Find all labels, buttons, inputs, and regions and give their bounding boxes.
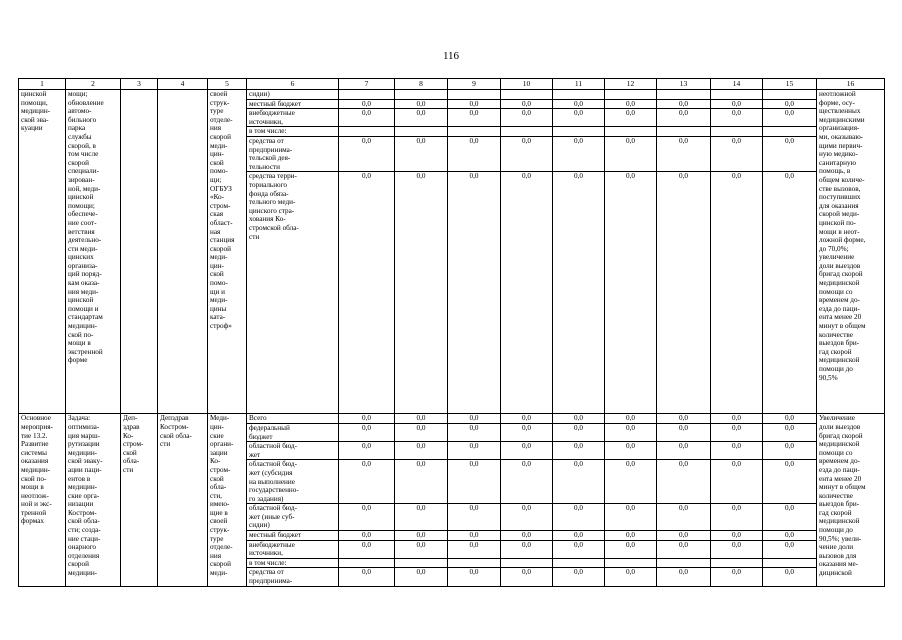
value-cell: 0,0	[763, 136, 817, 171]
value-cell: 0,0	[501, 568, 553, 586]
value-cell: 0,0	[339, 531, 395, 541]
value-cell: 0,0	[657, 531, 711, 541]
value-cell	[501, 90, 553, 100]
value-cell	[501, 558, 553, 568]
value-cell: 0,0	[448, 423, 501, 441]
header-cell-14: 14	[711, 79, 763, 90]
value-cell	[605, 558, 657, 568]
value-cell: 0,0	[395, 442, 448, 460]
value-cell: 0,0	[657, 423, 711, 441]
value-cell: 0,0	[501, 414, 553, 424]
value-cell: 0,0	[763, 568, 817, 586]
value-cell	[711, 90, 763, 100]
block2-col1: Основное мероприя- тие 13.2. Развитие системы оказания медицин- ской по- мощи в неотлож- ной и экс- тренной формах	[19, 414, 66, 586]
value-cell	[657, 90, 711, 100]
value-cell: 0,0	[339, 504, 395, 531]
funding-source-cell: областной бюд- жет	[247, 442, 339, 460]
value-cell: 0,0	[395, 109, 448, 127]
funding-source-cell: средства от предпринима- тельской дея- тельности	[247, 136, 339, 171]
value-cell: 0,0	[448, 172, 501, 414]
value-cell	[339, 127, 395, 137]
value-cell: 0,0	[339, 99, 395, 109]
block1-col5: своей струк- туре отделе- ния скорой меди- цин- ской помо- щи; ОГБУЗ «Ко- стром- ская област- ная станция скорой меди- цин- ской помо- щи и меди- цины ката- строф»	[208, 90, 247, 414]
header-cell-4: 4	[158, 79, 208, 90]
value-cell: 0,0	[553, 460, 605, 504]
value-cell: 0,0	[657, 136, 711, 171]
block1-row	[19, 90, 885, 100]
value-cell: 0,0	[448, 504, 501, 531]
value-cell: 0,0	[605, 568, 657, 586]
header-cell-3: 3	[121, 79, 158, 90]
value-cell	[395, 558, 448, 568]
value-cell	[339, 90, 395, 100]
budget-table	[18, 78, 885, 587]
block1-col3	[121, 90, 158, 414]
value-cell: 0,0	[657, 568, 711, 586]
funding-source-cell: областной бюд- жет (субсидия на выполнение государственно- го задания)	[247, 460, 339, 504]
value-cell: 0,0	[605, 99, 657, 109]
header-cell-16: 16	[817, 79, 885, 90]
value-cell	[711, 558, 763, 568]
value-cell: 0,0	[501, 423, 553, 441]
funding-source-cell: средства терри- ториального фонда обяза- тельного меди- цинского стра- хования Ко- стромской обла- сти	[247, 172, 339, 414]
value-cell: 0,0	[339, 568, 395, 586]
funding-source-cell: в том числе:	[247, 127, 339, 137]
value-cell: 0,0	[448, 568, 501, 586]
page-number: 116	[442, 50, 460, 62]
value-cell: 0,0	[605, 504, 657, 531]
block2-col2: Задача: оптимиза- ция марш- рутизации медицин- ской эваку- ации паци- ентов в медицин- ские орга- низации Костром- ской обла- сти; созда- ние стаци- онарного отделения скорой медицин-	[66, 414, 121, 586]
value-cell	[448, 558, 501, 568]
value-cell: 0,0	[448, 109, 501, 127]
value-cell: 0,0	[395, 531, 448, 541]
value-cell: 0,0	[711, 568, 763, 586]
value-cell: 0,0	[605, 109, 657, 127]
value-cell: 0,0	[605, 414, 657, 424]
block2-col16: Увеличение доли выездов бригад скорой медицинской помощи со временем до- езда до паци- ента менее 20 минут в общем количестве выездов бри- гад скорой медицинской помощи до 90,5%; увели- чение доли вызовов для оказания ме- дицинской	[817, 414, 885, 586]
value-cell: 0,0	[763, 540, 817, 558]
header-cell-10: 10	[501, 79, 553, 90]
value-cell: 0,0	[395, 460, 448, 504]
header-row	[19, 79, 885, 90]
value-cell	[339, 558, 395, 568]
value-cell: 0,0	[448, 442, 501, 460]
value-cell: 0,0	[448, 99, 501, 109]
funding-source-cell: в том числе:	[247, 558, 339, 568]
value-cell: 0,0	[448, 460, 501, 504]
value-cell: 0,0	[711, 172, 763, 414]
value-cell: 0,0	[605, 540, 657, 558]
value-cell: 0,0	[711, 531, 763, 541]
value-cell	[395, 90, 448, 100]
funding-source-cell: Всего	[247, 414, 339, 424]
value-cell: 0,0	[395, 414, 448, 424]
funding-source-cell: федеральный бюджет	[247, 423, 339, 441]
block2-col5: Меди- цин- ские органи- зации Ко- стром- ской обла- сти, имею- щие в своей струк- туре отделе- ния скорой меди-	[208, 414, 247, 586]
value-cell: 0,0	[605, 531, 657, 541]
value-cell: 0,0	[657, 504, 711, 531]
funding-source-cell: местный бюджет	[247, 99, 339, 109]
header-cell-8: 8	[395, 79, 448, 90]
value-cell: 0,0	[339, 540, 395, 558]
value-cell: 0,0	[657, 540, 711, 558]
value-cell: 0,0	[553, 136, 605, 171]
value-cell: 0,0	[395, 504, 448, 531]
funding-source-cell: областной бюд- жет (иные суб- сидии)	[247, 504, 339, 531]
header-cell-13: 13	[657, 79, 711, 90]
value-cell: 0,0	[553, 531, 605, 541]
value-cell: 0,0	[553, 414, 605, 424]
value-cell	[605, 90, 657, 100]
value-cell	[553, 90, 605, 100]
funding-source-cell: внебюджетные источники,	[247, 540, 339, 558]
header-cell-11: 11	[553, 79, 605, 90]
value-cell: 0,0	[448, 531, 501, 541]
value-cell: 0,0	[339, 414, 395, 424]
value-cell: 0,0	[339, 136, 395, 171]
value-cell: 0,0	[763, 423, 817, 441]
value-cell: 0,0	[553, 99, 605, 109]
header-cell-2: 2	[66, 79, 121, 90]
value-cell: 0,0	[763, 531, 817, 541]
value-cell: 0,0	[339, 172, 395, 414]
value-cell: 0,0	[605, 172, 657, 414]
value-cell: 0,0	[339, 442, 395, 460]
header-cell-15: 15	[763, 79, 817, 90]
value-cell: 0,0	[605, 442, 657, 460]
header-cell-1: 1	[19, 79, 66, 90]
value-cell	[553, 127, 605, 137]
value-cell: 0,0	[395, 568, 448, 586]
block2-row	[19, 414, 885, 424]
value-cell	[605, 127, 657, 137]
value-cell: 0,0	[448, 414, 501, 424]
block2-col3: Деп- здрав Ко- стром- ской обла- сти	[121, 414, 158, 586]
value-cell: 0,0	[763, 99, 817, 109]
value-cell	[763, 558, 817, 568]
value-cell: 0,0	[553, 172, 605, 414]
value-cell: 0,0	[448, 540, 501, 558]
value-cell	[448, 90, 501, 100]
value-cell: 0,0	[657, 99, 711, 109]
funding-source-cell: средства от предпринима-	[247, 568, 339, 586]
value-cell: 0,0	[711, 460, 763, 504]
value-cell: 0,0	[553, 109, 605, 127]
value-cell: 0,0	[711, 414, 763, 424]
value-cell: 0,0	[763, 442, 817, 460]
value-cell: 0,0	[657, 109, 711, 127]
funding-source-cell: местный бюджет	[247, 531, 339, 541]
value-cell: 0,0	[501, 504, 553, 531]
value-cell: 0,0	[711, 504, 763, 531]
value-cell	[657, 558, 711, 568]
value-cell	[711, 127, 763, 137]
value-cell: 0,0	[763, 109, 817, 127]
value-cell: 0,0	[501, 172, 553, 414]
value-cell	[448, 127, 501, 137]
value-cell: 0,0	[395, 172, 448, 414]
header-cell-12: 12	[605, 79, 657, 90]
value-cell: 0,0	[763, 172, 817, 414]
funding-source-cell: сидии)	[247, 90, 339, 100]
value-cell	[501, 127, 553, 137]
value-cell: 0,0	[395, 540, 448, 558]
value-cell: 0,0	[711, 540, 763, 558]
value-cell: 0,0	[657, 172, 711, 414]
value-cell: 0,0	[553, 568, 605, 586]
value-cell: 0,0	[657, 442, 711, 460]
value-cell: 0,0	[605, 423, 657, 441]
value-cell: 0,0	[339, 109, 395, 127]
header-cell-9: 9	[448, 79, 501, 90]
header-cell-5: 5	[208, 79, 247, 90]
header-cell-7: 7	[339, 79, 395, 90]
value-cell: 0,0	[711, 423, 763, 441]
value-cell: 0,0	[553, 442, 605, 460]
value-cell	[553, 558, 605, 568]
block1-col2: мощи; обновление автомо- бильного парка службы скорой, в том числе скорой специали- зирован- ной, меди- цинской помощи; обеспече- ние соот- ветствия деятельно- сти меди- цинских организа- ций поряд- кам оказа- ния меди- цинской помощи и стандартам медицин- ской по- мощи в экстренной форме	[66, 90, 121, 414]
value-cell: 0,0	[501, 540, 553, 558]
block1-col4	[158, 90, 208, 414]
value-cell: 0,0	[553, 504, 605, 531]
value-cell: 0,0	[501, 531, 553, 541]
value-cell	[395, 127, 448, 137]
value-cell: 0,0	[395, 136, 448, 171]
value-cell: 0,0	[657, 460, 711, 504]
header-cell-6: 6	[247, 79, 339, 90]
value-cell	[763, 127, 817, 137]
value-cell: 0,0	[605, 460, 657, 504]
value-cell: 0,0	[763, 460, 817, 504]
value-cell: 0,0	[501, 460, 553, 504]
value-cell: 0,0	[553, 423, 605, 441]
value-cell: 0,0	[711, 442, 763, 460]
block2-col4: Депздрав Костром- ской обла- сти	[158, 414, 208, 586]
value-cell: 0,0	[711, 109, 763, 127]
value-cell: 0,0	[339, 460, 395, 504]
value-cell: 0,0	[711, 99, 763, 109]
value-cell	[657, 127, 711, 137]
value-cell: 0,0	[711, 136, 763, 171]
block1-col1: цинской помощи, медицин- ской эва- куации	[19, 90, 66, 414]
value-cell: 0,0	[501, 136, 553, 171]
block1-col16: неотложной форме, осу- ществленных медицинскими организация- ми, оказываю- щими первич- ную медико- санитарную помощь, в общем количе- стве вызовов, поступивших для оказания скорой меди- цинской по- мощи в неот- ложной форме, до 70,0%; увеличение доли выездов бригад скорой медицинской помощи со временем до- езда до паци- ента менее 20 минут в общем количестве выездов бри- гад скорой медицинской помощи до 90,5%	[817, 90, 885, 414]
value-cell: 0,0	[763, 414, 817, 424]
value-cell: 0,0	[501, 442, 553, 460]
value-cell: 0,0	[395, 423, 448, 441]
value-cell: 0,0	[605, 136, 657, 171]
value-cell	[763, 90, 817, 100]
value-cell: 0,0	[395, 99, 448, 109]
value-cell: 0,0	[501, 109, 553, 127]
funding-source-cell: внебюджетные источники,	[247, 109, 339, 127]
value-cell: 0,0	[448, 136, 501, 171]
value-cell: 0,0	[501, 99, 553, 109]
value-cell: 0,0	[553, 540, 605, 558]
value-cell: 0,0	[763, 504, 817, 531]
value-cell: 0,0	[339, 423, 395, 441]
value-cell: 0,0	[657, 414, 711, 424]
